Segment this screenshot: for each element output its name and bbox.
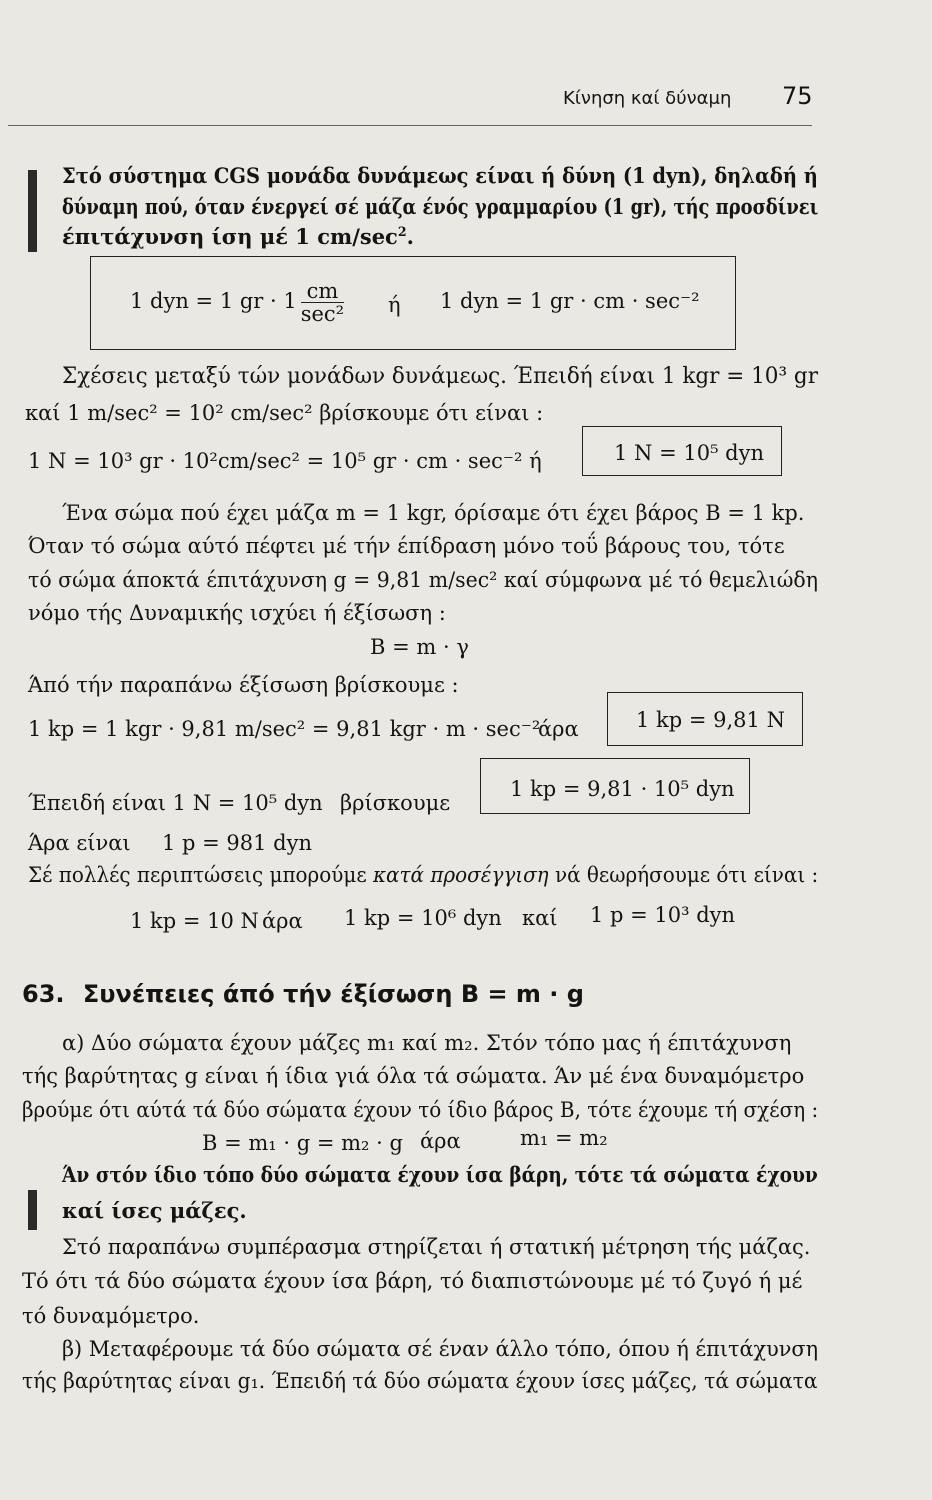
body1-line-4: νόμο τής Δυναμικής ισχύει ή έξίσωση :	[28, 601, 446, 625]
body1-equation: B = m · γ	[370, 635, 469, 659]
approx-text-italic: κατά προσέγγιση	[372, 863, 549, 887]
section-number: 63.	[22, 980, 65, 1008]
sec-b-line-1: β) Μεταφέρουμε τά δύο σώματα σέ έναν άλλο τόπο, όπου ή έπιτάχυνση	[62, 1337, 819, 1361]
relations-line-3: 1 N = 10³ gr · 10²cm/sec² = 10⁵ gr · cm · sec⁻² ή	[28, 449, 542, 473]
kp-dyn-box-text: 1 kp = 9,81 · 10⁵ dyn	[510, 777, 735, 801]
cgs-line-3-sup: 2	[397, 224, 407, 239]
approx-eq-1: 1 kp = 10 N	[130, 909, 259, 933]
sec-a-line-5: Τό ότι τά δύο σώματα έχουν ίσα βάρη, τό διαπιστώνουμε μέ τό ζυγό ή μέ	[22, 1269, 803, 1293]
dyn-frac-num: cm	[301, 280, 344, 303]
body1-line-2: Όταν τό σώμα αύτό πέφτει μέ τήν έπίδραση μόνο τοΰ βάρους του, τότε	[28, 534, 785, 558]
dyn-fraction	[301, 280, 344, 325]
approx-eq-2: 1 kp = 10⁶ dyn	[344, 906, 502, 930]
sec-a-line-6: τό δυναμόμετρο.	[22, 1304, 200, 1328]
margin-bar-cgs	[28, 170, 37, 252]
cgs-line-3-text: έπιτάχυνση ίση μέ 1 cm/sec	[62, 224, 398, 249]
approx-ara: άρα	[262, 909, 303, 933]
sec-b-line-2: τής βαρύτητας είναι g₁. Έπειδή τά δύο σώματα έχουν ίσες μάζες, τά σώματα	[22, 1369, 818, 1393]
header-title: Κίνηση καί δύναμη	[563, 88, 732, 109]
approx-text-b: νά θεωρήσουμε ότι είναι :	[548, 863, 819, 887]
header-rule	[8, 125, 812, 126]
sec-a-line-4: Στό παραπάνω συμπέρασμα στηρίζεται ή στατική μέτρηση τής μάζας.	[62, 1235, 811, 1259]
p-value: 1 p = 981 dyn	[162, 831, 313, 855]
cgs-line-3-end: .	[406, 224, 414, 249]
approx-text-a: Σέ πολλές περιπτώσεις μπορούμε	[28, 863, 373, 887]
sec-a-line-3: βρούμε ότι αύτά τά δύο σώματα έχουν τό ίδιο βάρος B, τότε έχουμε τή σχέση :	[22, 1098, 819, 1122]
sec-a-line-2: τής βαρύτητας g είναι ή ίδια γιά όλα τά σώματα. Άν μέ ένα δυναμόμετρο	[22, 1064, 805, 1088]
dyn-frac-den: sec²	[300, 302, 345, 326]
newton-dyn-box-text: 1 N = 10⁵ dyn	[614, 441, 765, 465]
sec-a-bold-1: Άν στόν ίδιο τόπο δύο σώματα έχουν ίσα βάρη, τότε τά σώματα έχουν	[62, 1162, 818, 1187]
approx-kai: καί	[522, 906, 558, 930]
cgs-line-2: δύναμη πού, όταν ένεργεί σέ μάζα ένός γραμμαρίου (1 gr), τής προσδίνει	[62, 194, 819, 219]
dyn-definition-left	[130, 280, 348, 325]
dyn-find-text: βρίσκουμε	[340, 791, 451, 815]
approx-eq-3: 1 p = 10³ dyn	[590, 903, 736, 927]
approx-line	[28, 862, 818, 888]
page-number: 75	[782, 82, 813, 110]
dyn-def-lhs: 1 dyn = 1 gr · 1	[130, 289, 297, 313]
kp-ara: άρα	[538, 717, 579, 741]
sec-a-equation-2: m₁ = m₂	[520, 1126, 608, 1150]
dyn-definition-right: 1 dyn = 1 gr · cm · sec⁻²	[440, 289, 700, 313]
cgs-line-3	[62, 224, 414, 250]
body1-line-1: Ένα σώμα πού έχει μάζα m = 1 kgr, όρίσαμε ότι έχει βάρος B = 1 kp.	[62, 501, 805, 525]
kp-newton-box-text: 1 kp = 9,81 N	[636, 708, 785, 732]
relations-line-1: Σχέσεις μεταξύ τών μονάδων δυνάμεως. Έπειδή είναι 1 kgr = 10³ gr	[62, 364, 818, 389]
sec-a-line-1: α) Δύο σώματα έχουν μάζες m₁ καί m₂. Στόν τόπο μας ή έπιτάχυνση	[62, 1031, 792, 1055]
section-heading	[22, 980, 584, 1008]
p-text: Άρα είναι	[28, 831, 131, 855]
dyn-definition-or: ή	[388, 293, 401, 317]
sec-a-equation: B = m₁ · g = m₂ · g	[202, 1131, 403, 1155]
section-title: Συνέπειες άπό τήν έξίσωση B = m · g	[82, 980, 584, 1008]
relations-line-2: καί 1 m/sec² = 10² cm/sec² βρίσκουμε ότι είναι :	[25, 401, 544, 425]
sec-a-ara: άρα	[420, 1129, 461, 1153]
cgs-line-1: Στό σύστημα CGS μονάδα δυνάμεως είναι ή δύνη (1 dyn), δηλαδή ή	[62, 163, 818, 188]
body1-line-5: Άπό τήν παραπάνω έξίσωση βρίσκουμε :	[28, 673, 459, 697]
kp-equation: 1 kp = 1 kgr · 9,81 m/sec² = 9,81 kgr · m · sec⁻²	[28, 717, 541, 741]
margin-bar-conclusion	[28, 1190, 37, 1230]
sec-a-bold-2: καί ίσες μάζες.	[62, 1198, 247, 1223]
body1-line-3: τό σώμα άποκτά έπιτάχυνση g = 9,81 m/sec² καί σύμφωνα μέ τό θεμελιώδη	[28, 568, 818, 592]
running-header	[563, 88, 731, 109]
dyn-since-text: Έπειδή είναι 1 N = 10⁵ dyn	[28, 791, 323, 815]
